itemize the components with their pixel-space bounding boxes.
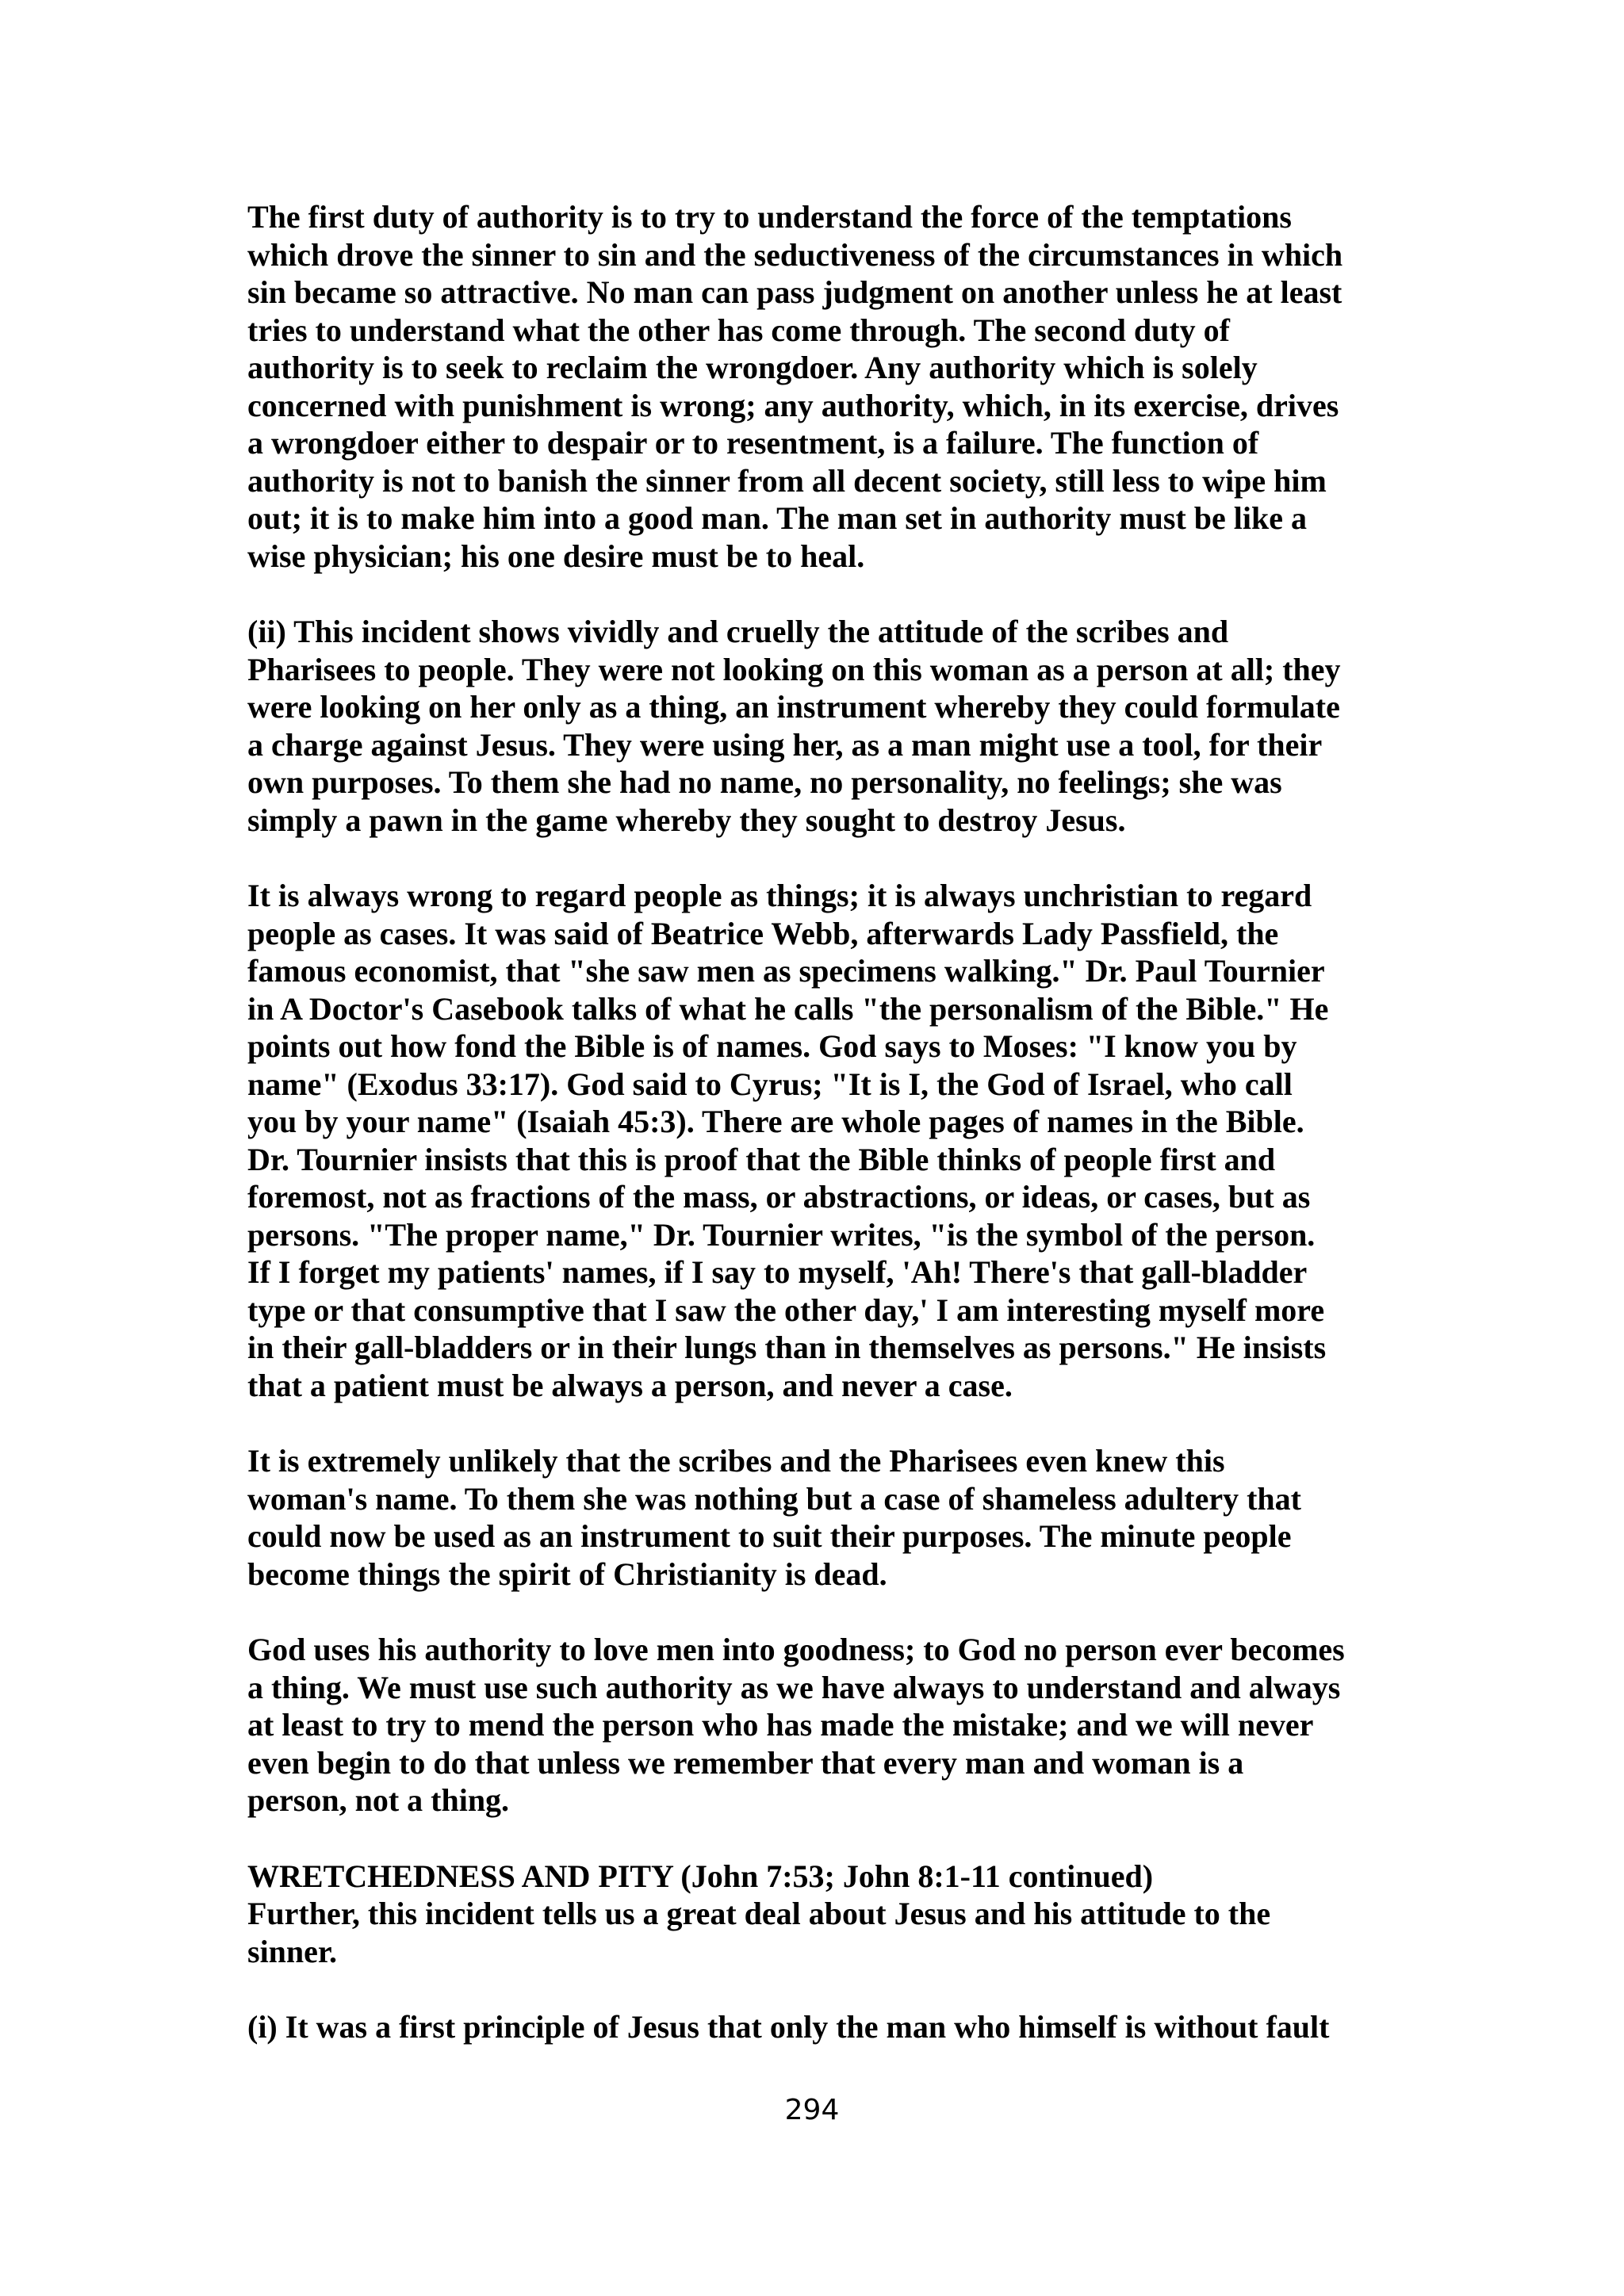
paragraph-womans-name: It is extremely unlikely that the scribes and the Pharisees even knew this woman's name. To them she was nothing but a case of shameless adultery that could now be used as an instrument to suit their purposes. The minute people become things the spirit of Christianity is dead.	[247, 1443, 1301, 1592]
paragraph-people-as-things: It is always wrong to regard people as things; it is always unchristian to regard people as cases. It was said of Beatrice Webb, afterwards Lady Passfield, the famous economist, that "she saw men as specimens walking." Dr. Paul Tournier in A Doctor's Casebook talks of what he calls "the personalism of the Bible." He points out how fond the Bible is of names. God says to Moses: "I know you by name" (Exodus 33:17). God said to Cyrus; "It is I, the God of Israel, who call you by your name" (Isaiah 45:3). There are whole pages of names in the Bible. Dr. Tournier insists that this is proof that the Bible thinks of people first and foremost, not as fractions of the mass, or abstractions, or ideas, or cases, but as persons. "The proper name," Dr. Tournier writes, "is the symbol of the person. If I forget my patients' names, if I say to myself, 'Ah! There's that gall-bladder type or that consumptive that I saw the other day,' I am interesting myself more in their gall-bladders or in their lungs than in themselves as persons." He insists that a patient must be always a person, and never a case.	[247, 878, 1329, 1403]
page-body	[247, 198, 1396, 2046]
paragraph-attitude-of-scribes: (ii) This incident shows vividly and cruelly the attitude of the scribes and Pharisees to people. They were not looking on this woman as a person at all; they were looking on her only as a thing, an instrument whereby they could formulate a charge against Jesus. They were using her, as a man might use a tool, for their own purposes. To them she had no name, no personality, no feelings; she was simply a pawn in the game whereby they sought to destroy Jesus.	[247, 614, 1341, 838]
page-number: 294	[784, 2094, 840, 2126]
paragraph-god-uses-authority: God uses his authority to love men into goodness; to God no person ever becomes a thing. We must use such authority as we have always to understand and always at least to try to mend the person who has made the mistake; and we will never even begin to do that unless we remember that every man and woman is a person, not a thing.	[247, 1632, 1345, 1818]
section-intro-paragraph: Further, this incident tells us a great deal about Jesus and his attitude to the sinner.	[247, 1896, 1271, 1969]
closing-line: (i) It was a first principle of Jesus that only the man who himself is without fault	[247, 2009, 1330, 2045]
paragraph-duty-of-authority: The first duty of authority is to try to understand the force of the temptations which drove the sinner to sin and the seductiveness of the circumstances in which sin became so attractive. No man can pass judgment on another unless he at least tries to understand what the other has come through. The second duty of authority is to seek to reclaim the wrongdoer. Any authority which is solely concerned with punishment is wrong; any authority, which, in its exercise, drives a wrongdoer either to despair or to resentment, is a failure. The function of authority is not to banish the sinner from all decent society, still less to wipe him out; it is to make him into a good man. The man set in authority must be like a wise physician; his one desire must be to heal.	[247, 199, 1343, 574]
section-heading: WRETCHEDNESS AND PITY (John 7:53; John 8:1-11 continued)	[247, 1858, 1154, 1894]
